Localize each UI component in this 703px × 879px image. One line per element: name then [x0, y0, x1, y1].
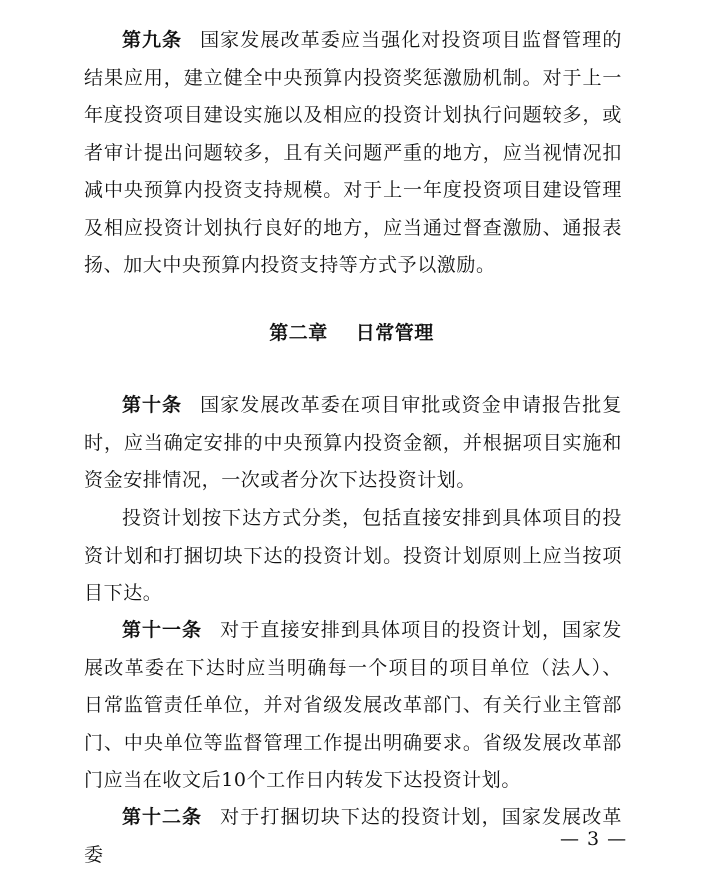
article-11-body: 对于直接安排到具体项目的投资计划，国家发展改革委在下达时应当明确每一个项目的项目单位（法人）、日常监管责任单位，并对省级发展改革部门、有关行业主管部门、中央单位等监督管理工作提出明确要求。省级发展改革部门应当在收文后10个工作日内转发下达投资计划。 — [84, 619, 622, 791]
chapter-number: 第二章 — [269, 322, 328, 344]
article-12 — [84, 799, 622, 874]
article-10 — [84, 387, 622, 500]
article-11 — [84, 612, 622, 800]
page-number: — 3 — — [560, 828, 628, 850]
chapter-heading — [0, 318, 703, 345]
article-11-heading: 第十一条 — [122, 619, 203, 641]
article-9-body: 国家发展改革委应当强化对投资项目监督管理的结果应用，建立健全中央预算内投资奖惩激励机制。对于上一年度投资项目建设实施以及相应的投资计划执行问题较多，或者审计提出问题较多，且有关问题严重的地方，应当视情况扣减中央预算内投资支持规模。对于上一年度投资项目建设管理及相应投资计划执行良好的地方，应当通过督查激励、通报表扬、加大中央预算内投资支持等方式予以激励。 — [84, 29, 622, 276]
article-9-heading: 第九条 — [122, 29, 183, 51]
article-12-body: 对于打捆切块下达的投资计划，国家发展改革委 — [84, 806, 622, 866]
article-10-body: 国家发展改革委在项目审批或资金申请报告批复时，应当确定安排的中央预算内投资金额，并根据项目实施和资金安排情况，一次或者分次下达投资计划。 — [84, 394, 622, 491]
article-10-paragraph-2: 投资计划按下达方式分类，包括直接安排到具体项目的投资计划和打捆切块下达的投资计划。投资计划原则上应当按项目下达。 — [84, 507, 622, 604]
article-12-heading: 第十二条 — [122, 806, 203, 828]
article-10-heading: 第十条 — [122, 394, 183, 416]
article-9 — [84, 22, 622, 285]
chapter-title: 日常管理 — [355, 322, 434, 344]
